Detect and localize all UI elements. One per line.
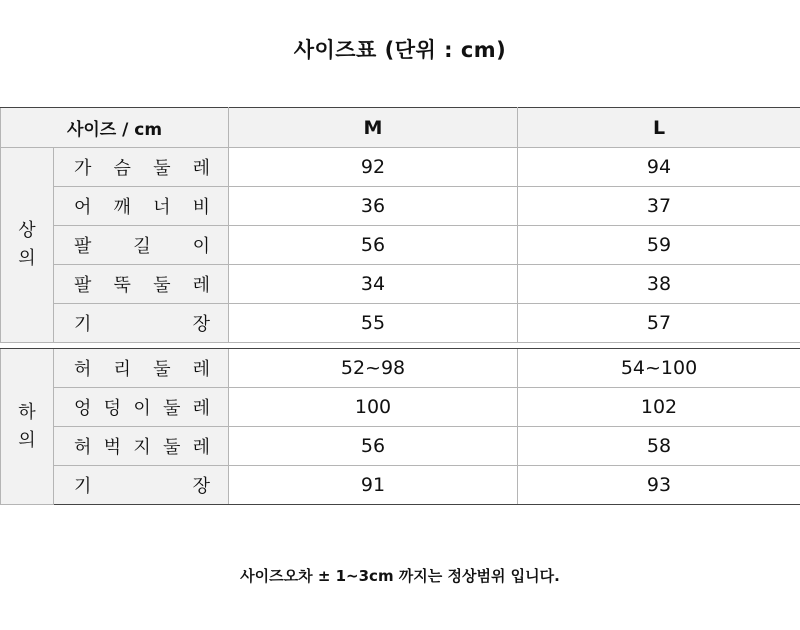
table-row xyxy=(1,226,800,265)
measure-label: 팔 뚝 둘 레 xyxy=(54,265,229,304)
group-char: 의 xyxy=(18,429,36,451)
value-l: 57 xyxy=(518,304,800,343)
group-char: 하 xyxy=(18,401,36,423)
value-l: 54~100 xyxy=(518,349,800,388)
header-size-label: 사이즈 / cm xyxy=(1,108,229,148)
table-row xyxy=(1,349,800,388)
measure-label: 엉 덩 이 둘 레 xyxy=(54,388,229,427)
measure-label: 허 리 둘 레 xyxy=(54,349,229,388)
value-l: 59 xyxy=(518,226,800,265)
group-char: 상 xyxy=(18,220,36,241)
value-m: 52~98 xyxy=(229,349,518,388)
size-table xyxy=(0,107,800,505)
table-header-row xyxy=(1,108,800,148)
measure-label: 기 장 xyxy=(54,466,229,505)
table-row xyxy=(1,388,800,427)
group-char: 의 xyxy=(18,248,36,269)
value-m: 55 xyxy=(229,304,518,343)
value-l: 93 xyxy=(518,466,800,505)
value-m: 92 xyxy=(229,148,518,187)
measure-label: 가 슴 둘 레 xyxy=(54,148,229,187)
measure-label: 팔 길 이 xyxy=(54,226,229,265)
value-m: 36 xyxy=(229,187,518,226)
size-tolerance-note: 사이즈오차 ± 1~3cm 까지는 정상범위 입니다. xyxy=(240,567,560,585)
value-m: 34 xyxy=(229,265,518,304)
group-label-bottom xyxy=(1,349,54,505)
value-m: 56 xyxy=(229,226,518,265)
table-row xyxy=(1,148,800,187)
page-title: 사이즈표 (단위 : cm) xyxy=(293,38,507,62)
header-col-m: M xyxy=(229,108,518,148)
table-row xyxy=(1,265,800,304)
measure-label: 기 장 xyxy=(54,304,229,343)
value-l: 58 xyxy=(518,427,800,466)
value-m: 56 xyxy=(229,427,518,466)
table-row xyxy=(1,304,800,343)
measure-label: 허 벅 지 둘 레 xyxy=(54,427,229,466)
value-l: 94 xyxy=(518,148,800,187)
header-col-l: L xyxy=(518,108,800,148)
value-m: 100 xyxy=(229,388,518,427)
value-m: 91 xyxy=(229,466,518,505)
table-row xyxy=(1,466,800,505)
measure-label: 어 깨 너 비 xyxy=(54,187,229,226)
table-row xyxy=(1,187,800,226)
value-l: 102 xyxy=(518,388,800,427)
value-l: 38 xyxy=(518,265,800,304)
value-l: 37 xyxy=(518,187,800,226)
table-row xyxy=(1,427,800,466)
group-label-top xyxy=(1,148,54,343)
